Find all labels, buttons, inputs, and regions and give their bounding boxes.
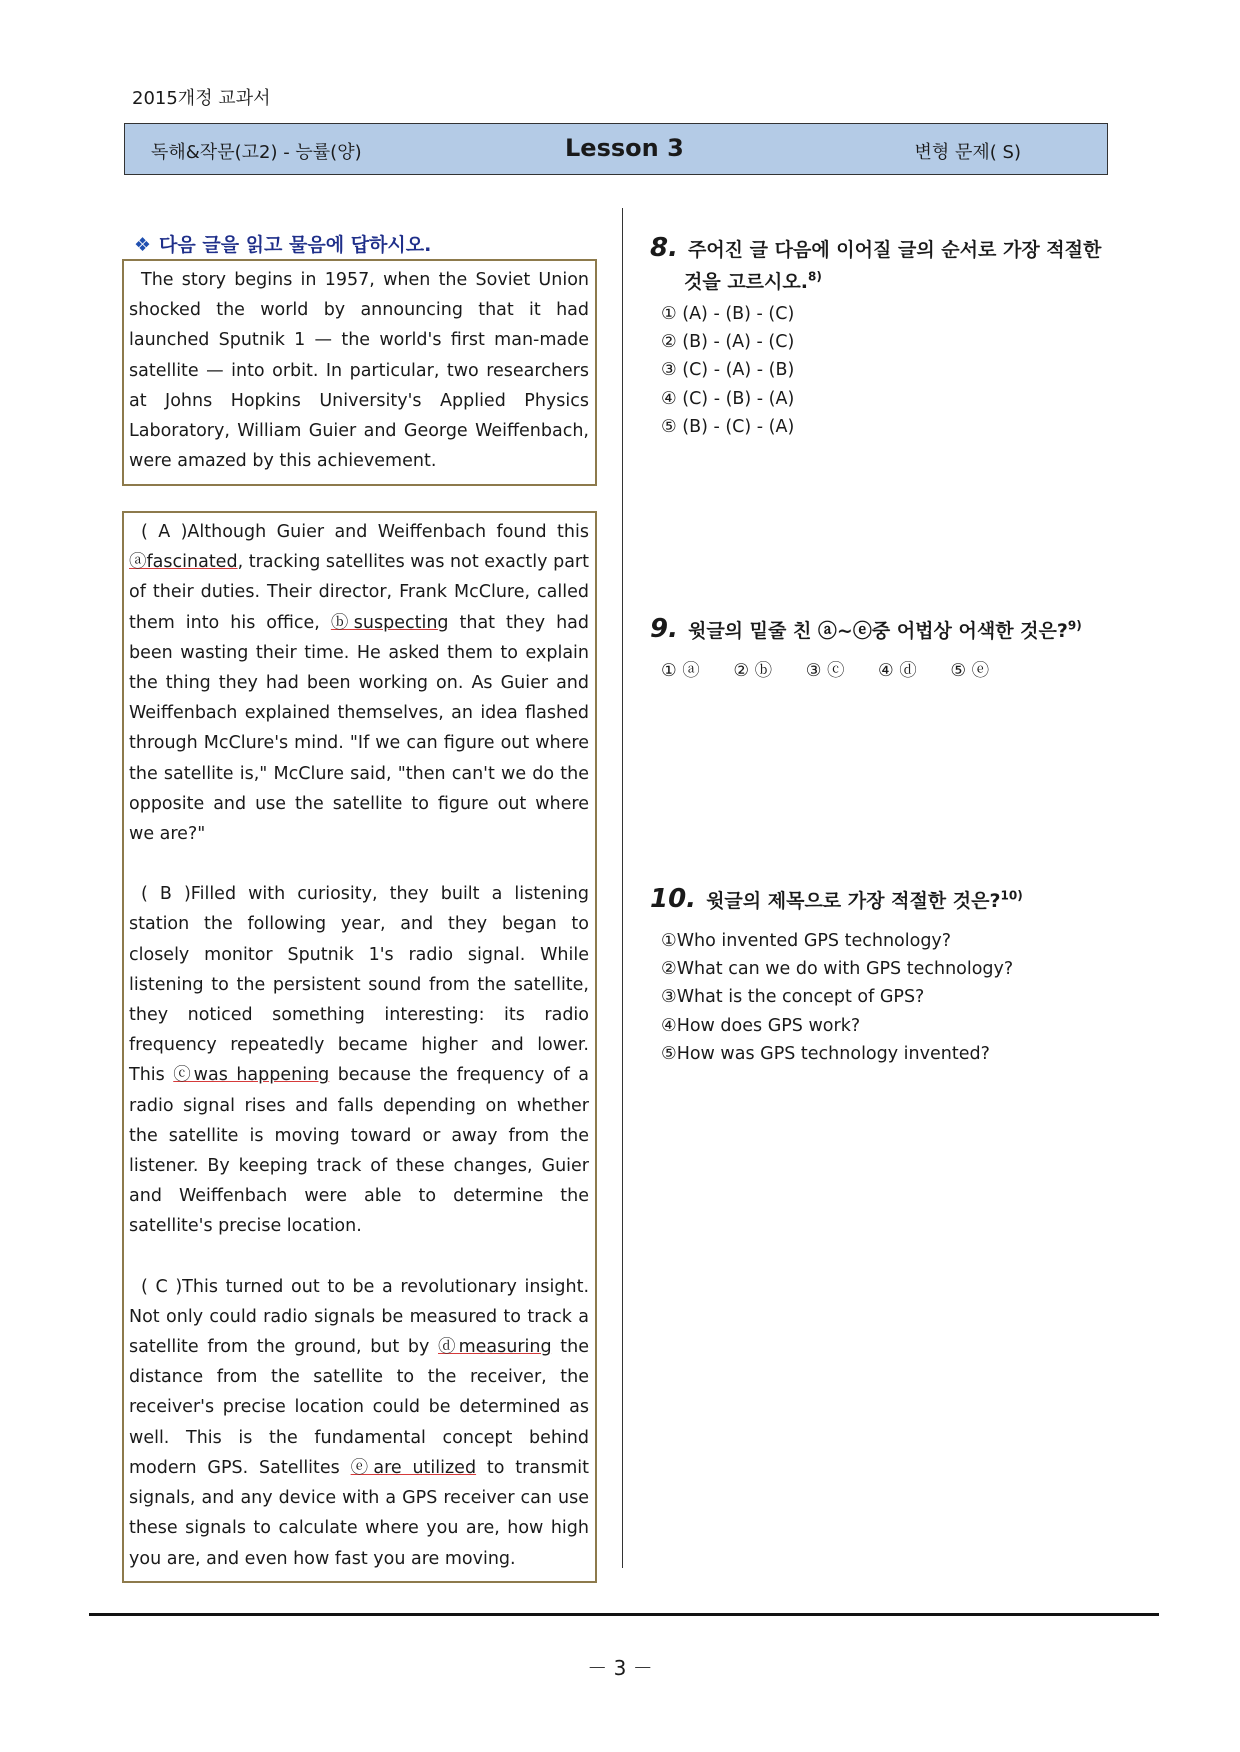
question-number: 10. (650, 884, 697, 914)
question-number: 8. (650, 233, 678, 263)
header-subject: 독해&작문(고2) - 능률(양) (151, 142, 362, 163)
option[interactable]: ⑤How was GPS technology invented? (661, 1043, 990, 1064)
option[interactable]: ④How does GPS work? (661, 1015, 861, 1036)
option[interactable]: ② ⓑ (733, 661, 773, 681)
option[interactable]: ①Who invented GPS technology? (661, 931, 952, 951)
question-number: 9. (650, 614, 678, 644)
instruction (134, 230, 431, 257)
paragraph-label-a: ( A ) (141, 522, 188, 542)
text-segment: , tracking satellites was not exactly part of their duties. Their director, Frank McClure, called them into his office, (129, 552, 589, 633)
question-8-options (661, 300, 794, 441)
question-9 (650, 614, 1150, 644)
text-segment: This turned out to be a revolutionary insight. Not only could radio signals be measured to track a satellite from the ground, but by (129, 1276, 590, 1358)
instruction-text: 다음 글을 읽고 물음에 답하시오. (159, 234, 432, 256)
intro-passage: The story begins in 1957, when the Soviet Union shocked the world by announcing that it had launched Sputnik 1 — the world's first man-made satellite — into orbit. In particular, two researchers at Johns Hopkins University's Applied Physics Laboratory, William Guier and George Weiffenbach, were amazed by this achievement. (129, 270, 589, 472)
question-text: 윗글의 제목으로 가장 적절한 것은? (706, 890, 1001, 912)
question-text: 주어진 글 다음에 이어질 글의 순서로 가장 적절한 (687, 239, 1102, 261)
diamond-bullet-icon: ❖ (134, 234, 152, 256)
header-bar (124, 123, 1108, 175)
text-segment: Filled with curiosity, they built a listening station the following year, and they began to closely monitor Sputnik 1's radio signal. While listening to the persistent sound from the satellite, they noticed something interesting: its radio frequency repeatedly became higher and lower. This (129, 884, 589, 1086)
question-9-options (661, 657, 1017, 682)
header-lesson: Lesson 3 (565, 134, 684, 162)
footer-rule (89, 1613, 1159, 1616)
option[interactable]: ④ ⓓ (878, 661, 917, 681)
underlined-d: ⓓmeasuring (438, 1337, 552, 1358)
option[interactable]: ③ (C) - (A) - (B) (661, 360, 795, 381)
option[interactable]: ⑤ (B) - (C) - (A) (661, 416, 795, 437)
option[interactable]: ③What is the concept of GPS? (661, 987, 925, 1008)
top-label: 2015개정 교과서 (132, 88, 271, 109)
footnote-ref: 8) (807, 269, 822, 284)
text-segment: because the frequency of a radio signal rises and falls depending on whether the satellite is moving toward or away from the listener. By keeping track of these changes, Guier and Weiffenbach were able to determine the satellite's precise location. (129, 1065, 589, 1237)
footnote-ref: 9) (1067, 618, 1082, 633)
question-10 (650, 884, 1150, 914)
paragraph-label-c: ( C ) (141, 1276, 183, 1297)
underlined-c: ⓒwas happening (173, 1065, 330, 1086)
paragraph-c (129, 1272, 589, 1574)
option[interactable]: ① (A) - (B) - (C) (661, 304, 795, 324)
paragraph-label-b: ( B ) (141, 884, 191, 905)
question-text-cont: 것을 고르시오. (684, 271, 808, 293)
question-10-options (661, 927, 1013, 1068)
intro-passage-box (122, 259, 597, 486)
option[interactable]: ②What can we do with GPS technology? (661, 959, 1014, 980)
footnote-ref: 10) (1000, 888, 1023, 903)
question-8 (650, 233, 1150, 294)
text-segment: Although Guier and Weiffenbach found this (187, 522, 589, 542)
paragraph-a (129, 517, 589, 849)
option[interactable]: ④ (C) - (B) - (A) (661, 388, 795, 409)
header-type: 변형 문제( S) (914, 142, 1021, 163)
underlined-a: ⓐfascinated (129, 552, 238, 573)
option[interactable]: ③ ⓒ (805, 661, 845, 681)
option[interactable]: ① ⓐ (661, 661, 700, 681)
underlined-b: ⓑsuspecting (330, 612, 449, 633)
page-number: － 3 － (587, 1656, 653, 1680)
passage-box (122, 511, 597, 1583)
option[interactable]: ⑤ ⓔ (950, 661, 990, 681)
question-text: 윗글의 밑줄 친 ⓐ~ⓔ중 어법상 어색한 것은? (687, 620, 1068, 642)
text-segment: to transmit signals, and any device with a GPS receiver can use these signals to calculate where you are, how high you are, and even how fast you are moving. (129, 1457, 589, 1569)
text-segment: the distance from the satellite to the receiver, the receiver's precise location could be determined as well. This is the fundamental concept behind modern GPS. Satellites (129, 1337, 589, 1478)
column-divider (622, 208, 623, 1568)
option[interactable]: ② (B) - (A) - (C) (661, 332, 795, 353)
paragraph-b (129, 879, 589, 1241)
underlined-e: ⓔare utilized (350, 1457, 477, 1478)
text-segment: that they had been wasting their time. He asked them to explain the thing they had been working on. As Guier and Weiffenbach explained themselves, an idea flashed through McClure's mind. "If we can figure out where the satellite is," McClure said, "then can't we do the opposite and use the satellite to figure out where we are?" (129, 612, 590, 845)
